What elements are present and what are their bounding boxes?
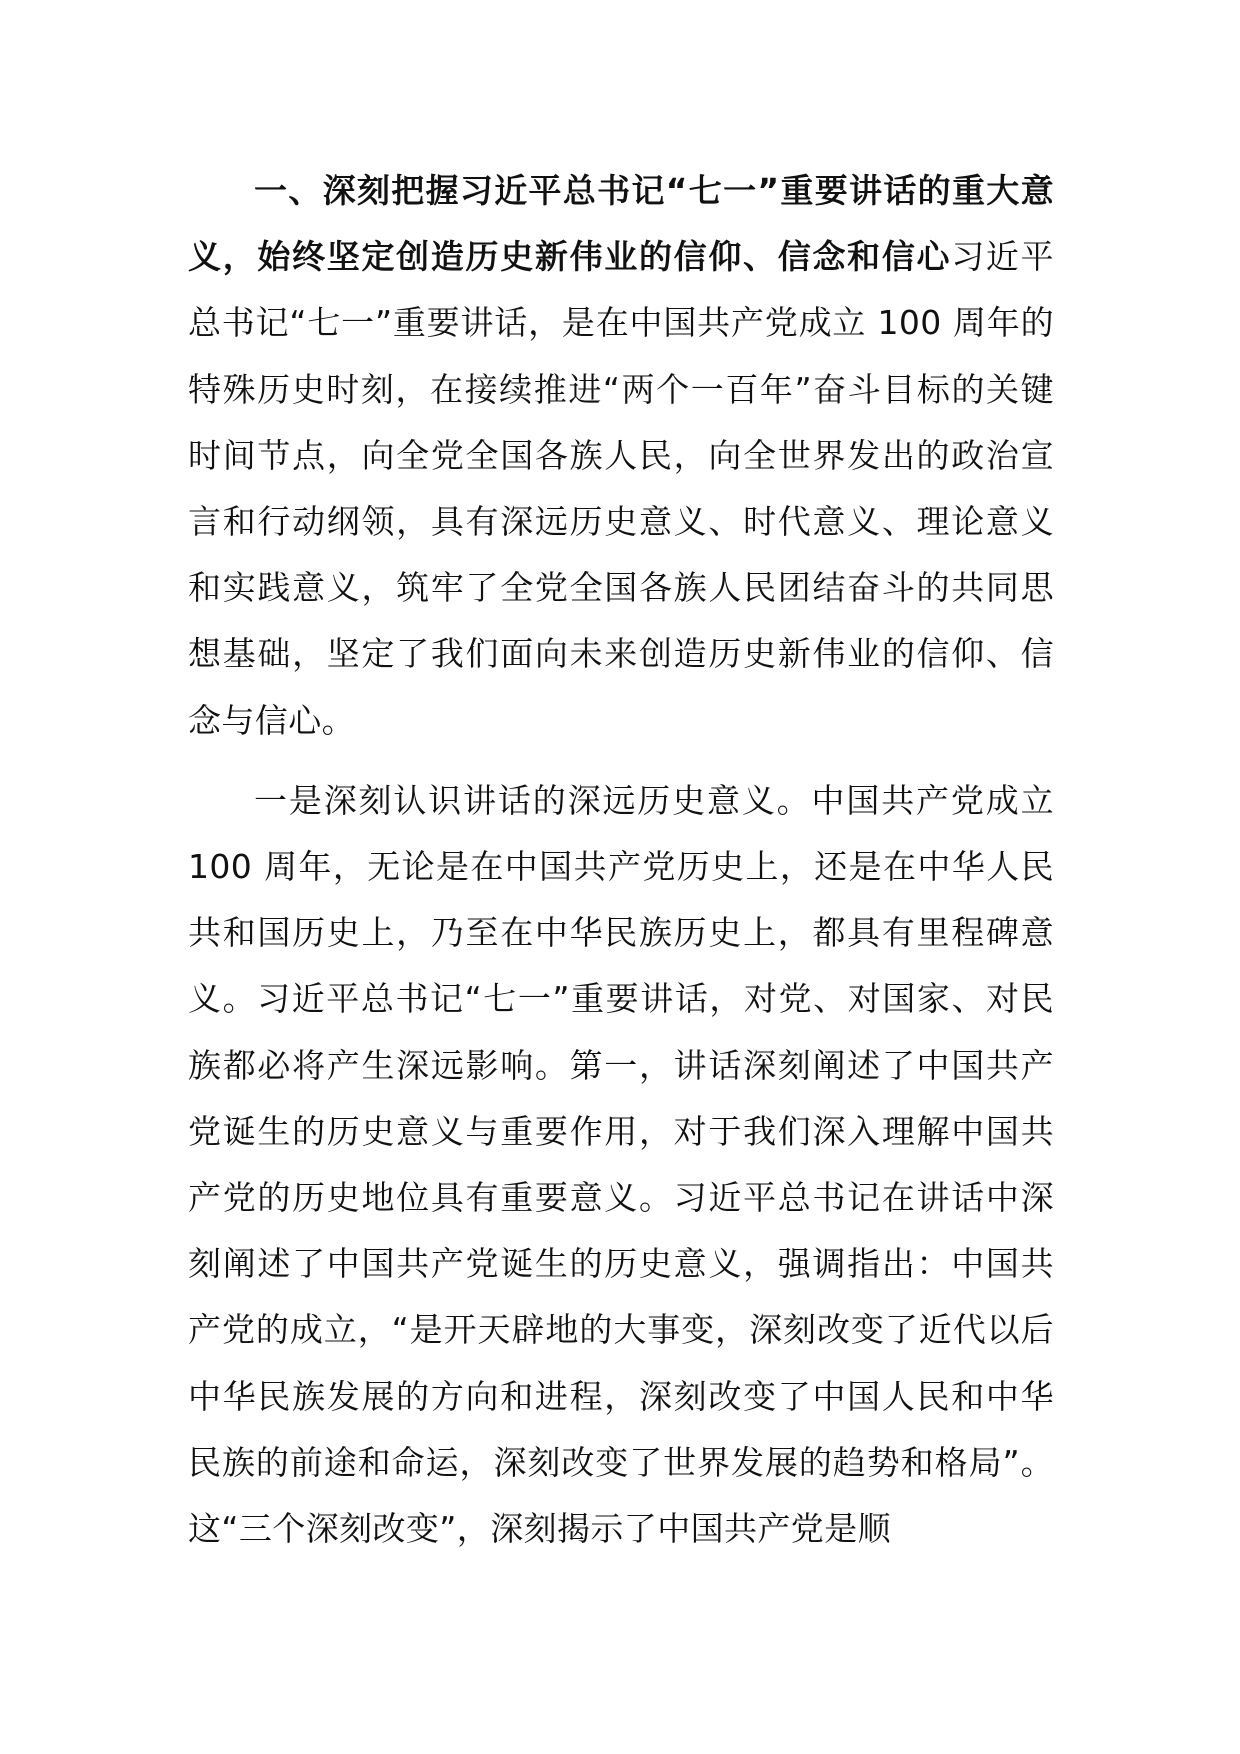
paragraph-2: 一是深刻认识讲话的深远历史意义。中国共产党成立 100 周年，无论是在中国共产党历史上，还是在中华人民共和国历史上，乃至在中华民族历史上，都具有里程碑意义。习近平总书记“七一”重要讲话，对党、对国家、对民族都必将产生深远影响。第一，讲话深刻阐述了中国共产党诞生的历史意义与重要作用，对于我们深入理解中国共产党的历史地位具有重要意义。习近平总书记在讲话中深刻阐述了中国共产党诞生的历史意义，强调指出：中国共产党的成立，“是开天辟地的大事变，深刻改变了近代以后中华民族发展的方向和进程，深刻改变了中国人民和中华民族的前途和命运，深刻改变了世界发展的趋势和格局”。这“三个深刻改变”，深刻揭示了中国共产党是顺	[188, 780, 1054, 1549]
document-body	[188, 158, 1054, 1562]
paragraph-1	[188, 158, 1054, 754]
paragraph-1-text: 习近平总书记“七一”重要讲话，是在中国共产党成立 100 周年的特殊历史时刻，在接续推进“两个一百年”奋斗目标的关键时间节点，向全党全国各族人民，向全世界发出的政治宣言和行动纲领，具有深远历史意义、时代意义、理论意义和实践意义，筑牢了全党全国各族人民团结奋斗的共同思想基础，坚定了我们面向未来创造历史新伟业的信仰、信念与信心。	[188, 237, 1054, 740]
section-heading: 一、深刻把握习近平总书记“七一”重要讲话的重大意义，始终坚定创造历史新伟业的信仰、信念和信心	[188, 171, 1054, 277]
